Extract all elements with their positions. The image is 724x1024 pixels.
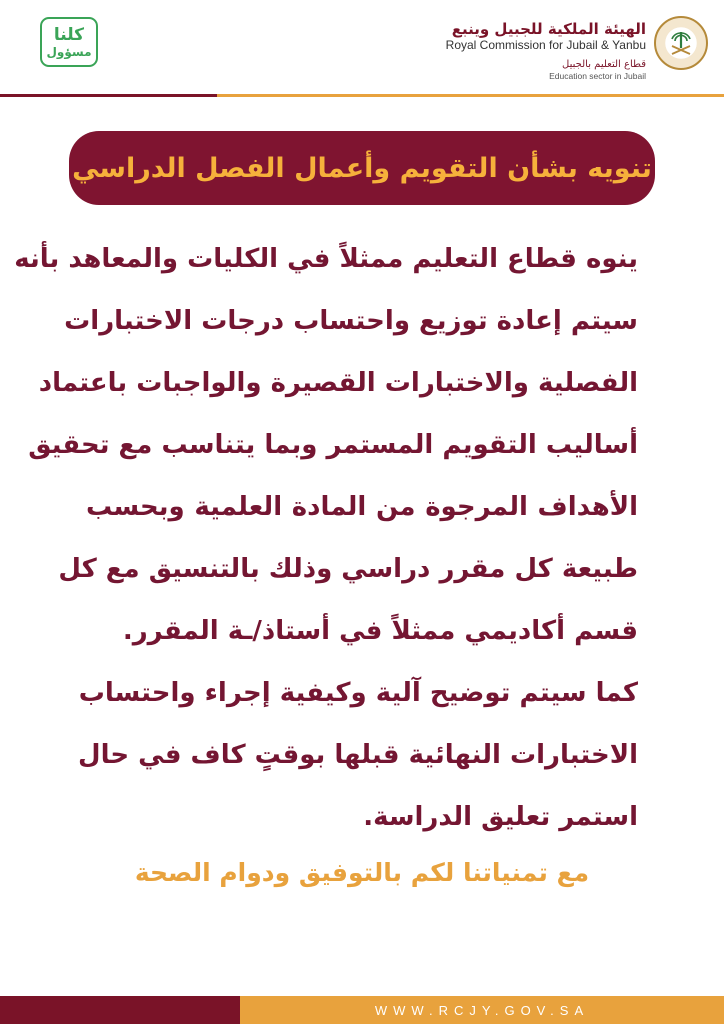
royal-seal-icon <box>654 16 708 70</box>
campaign-badge <box>40 17 98 67</box>
footer-right-bar <box>240 996 724 1024</box>
body-line: قسم أكاديمي ممثلاً في أستاذ/ـة المقرر. <box>122 616 638 646</box>
header-divider <box>0 94 724 97</box>
website-link[interactable]: WWW.RCJY.GOV.SA <box>374 1002 590 1018</box>
body-line: استمر تعليق الدراسة. <box>363 802 638 832</box>
palm-swords-icon <box>664 26 698 60</box>
body-line: الفصلية والاختبارات القصيرة والواجبات باعتماد <box>38 368 638 398</box>
body-line: طبيعة كل مقرر دراسي وذلك بالتنسيق مع كل <box>58 554 638 584</box>
org-name-en: Royal Commission for Jubail & Yanbu <box>445 38 646 52</box>
body-line: كما سيتم توضيح آلية وكيفية إجراء واحتساب <box>78 678 638 708</box>
title-banner <box>69 131 655 205</box>
badge-line-2: مسؤول <box>46 44 92 59</box>
body-line: الأهداف المرجوة من المادة العلمية وبحسب <box>86 492 638 522</box>
footer-left-bar <box>0 996 240 1024</box>
sector-name-ar: قطاع التعليم بالجبيل <box>562 59 646 70</box>
badge-line-1: كلنا <box>53 24 85 45</box>
org-name-ar: الهيئة الملكية للجبيل وينبع <box>451 20 646 38</box>
page-header <box>0 0 724 100</box>
body-line: ينوه قطاع التعليم ممثلاً في الكليات والمعاهد بأنه <box>14 244 638 274</box>
body-line: أساليب التقويم المستمر وبما يتناسب مع تحقيق <box>28 430 638 460</box>
announcement-body <box>14 228 638 848</box>
closing-wishes: مع تمنياتنا لكم بالتوفيق ودوام الصحة <box>134 858 590 887</box>
body-line: سيتم إعادة توزيع واحتساب درجات الاختبارات <box>64 306 638 336</box>
organization-block <box>446 20 646 82</box>
body-line: الاختبارات النهائية قبلها بوقتٍ كاف في حال <box>78 740 638 770</box>
page-title: تنويه بشأن التقويم وأعمال الفصل الدراسي <box>72 152 652 184</box>
sector-name-en: Education sector in Jubail <box>549 71 646 81</box>
page-footer <box>0 996 724 1024</box>
